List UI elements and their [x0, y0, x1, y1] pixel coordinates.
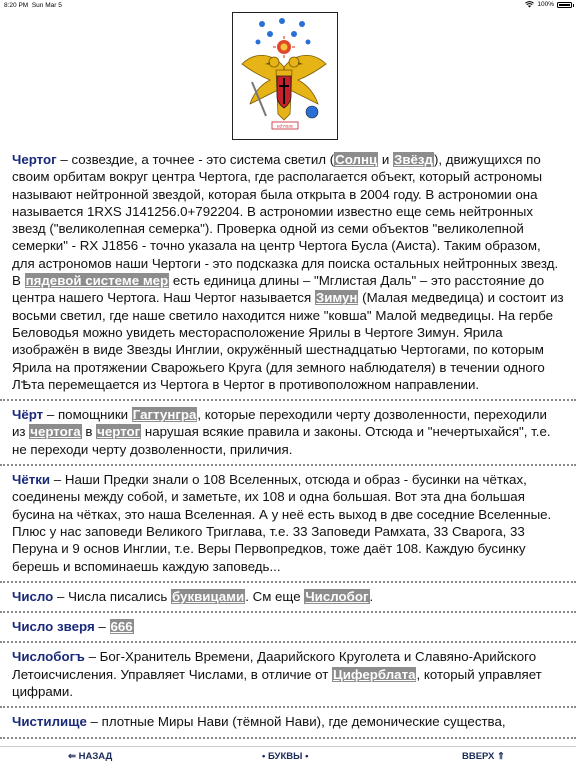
entry-term: Число зверя: [12, 619, 95, 635]
entry-item: [0, 146, 576, 401]
entry-link[interactable]: чертог: [97, 424, 141, 440]
entry-link[interactable]: пядевой системе мер: [25, 273, 169, 289]
battery-icon: [557, 2, 572, 8]
entry-text: –: [94, 619, 110, 635]
entry-text: , который управляет цифрами.: [12, 666, 542, 700]
wifi-icon: [525, 1, 534, 8]
entry-text: – Наши Предки знали о 108 Вселенных, отсюда и образ - бусинки на чётках, соединены между собой, и заметьте, их 108 и одна большая. Вот эта дна большая бусина на чётках, это наша Вселенная. А у неё есть выход в две соседние Вселенные. Плюс у нас заповеди Великого Триглава, т.е. 33 Заповеди Рамхата, 33 Сварога, 33 Перуна и 9 основ Инглии, т.е. Веры Первопредков, тоже даёт 108. Каждую бусинку берешь и вспоминаешь каждую заповедь...: [12, 472, 552, 574]
entry-text: .: [369, 588, 374, 604]
entry-item: [0, 401, 576, 466]
entry-item: [0, 583, 576, 613]
status-date: Sun Mar 5: [31, 2, 62, 9]
entry-link[interactable]: чертога: [30, 424, 81, 440]
entry-text: ), движущихся по своим орбитам вокруг центра Чертога, где располагается объект, который астрономы называют нейтронной звездой, которая была открыта в 2004 году. В астрономии она называется 1RXS J141256.0+792204. В астрономии известно еще семь нейтронных звезд ("великолепная семерка"). Проверка одной из семи объектов "великолепной семерки" - RX J1856 - точно указала на центр Чертога Бусла (Аиста). Таким образом, для астрономов наши Чертоги - это подсказка для поиска остальных нейтронных звезд. В: [12, 152, 559, 289]
entry-item: [0, 466, 576, 583]
entry-item: [0, 708, 576, 738]
coat-of-arms-icon: [232, 12, 338, 140]
entry-item: [0, 613, 576, 643]
entry-text: , которые переходили черту дозволенности, переходили из: [12, 407, 547, 440]
entry-term: Чёрт: [12, 407, 44, 423]
entry-text: – созвездие, а точнее - это система светил (: [56, 152, 335, 167]
entry-term: Чистилище: [12, 714, 87, 730]
entry-link[interactable]: Числобог: [305, 588, 369, 604]
entry-text: и: [378, 152, 394, 167]
entry-text: – Числа писались: [53, 588, 172, 604]
entry-term: Чётки: [12, 472, 51, 488]
entry-link[interactable]: буквицами: [172, 588, 245, 604]
entry-link[interactable]: Циферблата: [332, 666, 416, 682]
entry-link[interactable]: 666: [110, 619, 133, 635]
entry-link[interactable]: Звёзд: [394, 152, 433, 167]
entry-text: – помощники: [43, 407, 132, 423]
back-button[interactable]: ⇐ НАЗАД: [68, 751, 113, 762]
entry-term: Число: [12, 588, 54, 604]
status-bar: [0, 0, 576, 12]
entry-text: в: [81, 424, 97, 440]
entry-text: нарушая всякие правила и законы. Отсюда и "нечертыхайся", т.е. не переходи черту дозволенности, приличия.: [12, 424, 551, 457]
battery-percent: 100%: [537, 1, 554, 8]
status-time-date: [4, 2, 62, 9]
entry-term: Числобогъ: [12, 649, 85, 665]
emblem-image: [232, 12, 338, 140]
entry-text: (Малая медведица) и состоит из восьми светил, где наше светило находится ниже "ковша" Малой медведицы. На гербе Беловодья можно увидеть месторасположение Ярилы в Чертоге Зимун. Ярила изображён в виде Звезды Инглии, окружённый шестнадцатью Чертогами, по которым Ярила на протяжении Сварожьего Круга (для земного наблюдателя) в течении одного ЛѢта перемещается из Чертога в Чертог в противоположном направлении.: [12, 290, 564, 392]
scroll-up-button[interactable]: ВВЕРХ ⇑: [462, 751, 505, 762]
entry-text: – плотные Миры Нави (тёмной Нави), где демонические существа,: [86, 714, 506, 730]
entry-item: [0, 643, 576, 708]
entry-link[interactable]: Солнц: [335, 152, 378, 167]
entry-text: . См еще: [245, 588, 305, 604]
entries-list: [0, 146, 576, 739]
entry-term: Чертог: [12, 152, 57, 167]
status-time: 8:20 PM: [4, 2, 29, 9]
entry-text: есть единица длины – "Мглистая Даль" – это расстояние до центра нашего Чертога. Наш Чертог называется: [12, 273, 545, 306]
bottom-nav-bar: [0, 746, 576, 769]
svg-text:ÐŽŸŒŒ: ÐŽŸŒŒ: [277, 123, 293, 129]
entry-link[interactable]: Зимун: [315, 290, 358, 306]
entry-link[interactable]: Гагтунгра: [132, 407, 197, 423]
content-scroll[interactable]: [0, 12, 576, 746]
entry-text: – Бог-Хранитель Времени, Даарийского Круголета и Славяно-Арийского Летоисчисления. Управляет Числами, в отличие от: [12, 649, 537, 682]
letters-button[interactable]: • БУКВЫ •: [262, 751, 309, 762]
status-indicators: [525, 1, 572, 8]
